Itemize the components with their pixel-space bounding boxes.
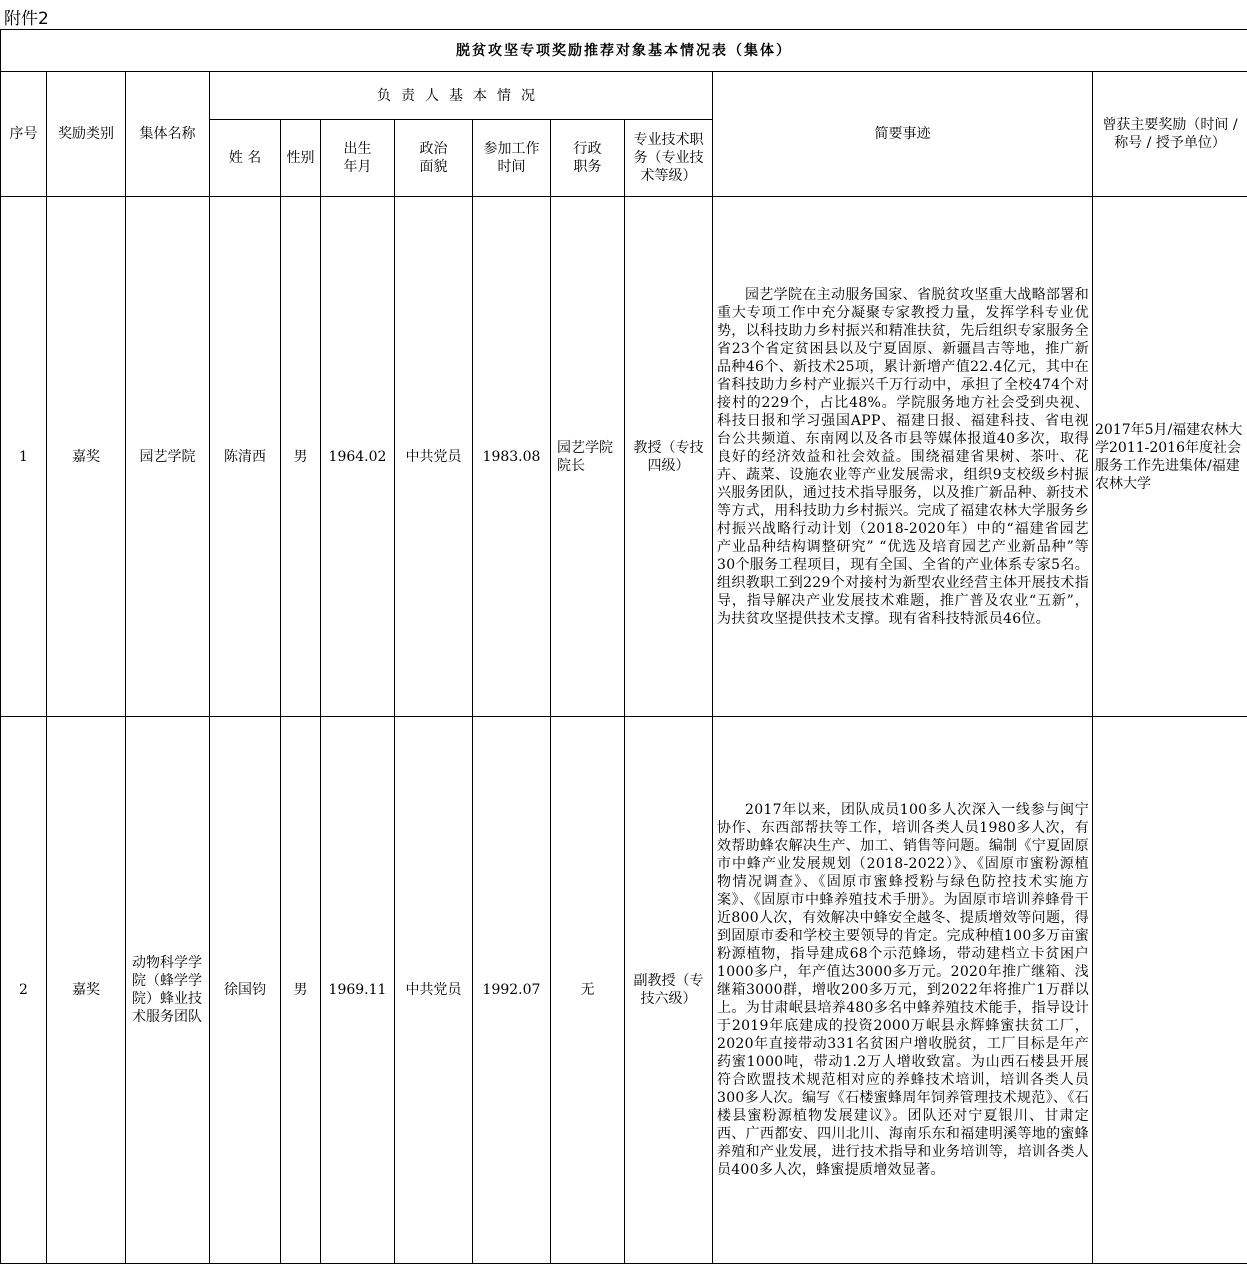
header-work-start: 参加工作时间: [473, 120, 551, 197]
cell-collective-name: 园艺学院: [126, 197, 210, 717]
cell-awards: [1093, 717, 1247, 1264]
header-admin-post: 行政职务: [551, 120, 625, 197]
header-leader-group-label: 负责人基本情况: [377, 88, 545, 104]
cell-work-start: 1992.07: [473, 717, 551, 1264]
header-tech-title: 专业技术职务（专业技术等级）: [625, 120, 713, 197]
cell-summary: [713, 717, 1093, 1264]
cell-seq: 2: [1, 717, 47, 1264]
cell-admin-post: 园艺学院院长: [551, 197, 625, 717]
header-award-type: 奖励类别: [47, 72, 126, 197]
attachment-label: 附件2: [4, 4, 49, 29]
cell-gender: 男: [281, 717, 321, 1264]
cell-collective-name: 动物科学学院（蜂学学院）蜂业技术服务团队: [126, 717, 210, 1264]
cell-admin-post: 无: [551, 717, 625, 1264]
table-title: 脱贫攻坚专项奖励推荐对象基本情况表（集体）: [1, 30, 1247, 72]
cell-tech-title: 副教授（专技六级）: [625, 717, 713, 1264]
cell-name: 陈清西: [210, 197, 281, 717]
cell-summary: [713, 197, 1093, 717]
cell-tech-title: 教授（专技四级）: [625, 197, 713, 717]
header-political: 政治面貌: [395, 120, 473, 197]
summary-text: 2017年以来，团队成员100多人次深入一线参与闽宁协作、东西部帮扶等工作，培训各类人员1980多人次，有效帮助蜂农解决生产、加工、销售等问题。编制《宁夏固原市中蜂产业发展规划（2018-2022）》、《固原市蜜粉源植物情况调查》、《固原市蜜蜂授粉与绿色防控技术实施方案》、《固原市中蜂养殖技术手册》。为固原市培训养蜂骨干近800人次，有效解决中蜂安全越冬、提质增效等问题，得到固原市委和学校主要领导的肯定。完成种植100多万亩蜜粉源植物，指导建成68个示范蜂场，带动建档立卡贫困户1000多户，年产值达3000多万元。2020年推广继箱、浅继箱3000群，增收200多万元，到2022年将推广1万群以上。为甘肃岷县培养480多名中蜂养殖技术能手，指导设计于2019年底建成的投资2000万岷县永辉蜂蜜扶贫工厂，2020年直接带动331名贫困户增收脱贫，工厂目标是年产药蜜1000吨，带动1.2万人增收致富。为山西石楼县开展符合欧盟技术规范相对应的养蜂技术培训，培训各类人员300多人次。编写《石楼蜜蜂周年饲养管理技术规范》、《石楼县蜜粉源植物发展建议》。团队还对宁夏银川、甘肃定西、广西都安、四川北川、海南乐东和福建明溪等地的蜜蜂养殖和产业发展，进行技术指导和业务培训等，培训各类人员400多人次，蜂蜜提质增效显著。: [717, 801, 1089, 1179]
cell-name: 徐国钧: [210, 717, 281, 1264]
cell-political: 中共党员: [395, 197, 473, 717]
cell-political: 中共党员: [395, 717, 473, 1264]
header-seq: 序号: [1, 72, 47, 197]
recommendation-table: [0, 29, 1247, 1264]
cell-gender: 男: [281, 197, 321, 717]
cell-seq: 1: [1, 197, 47, 717]
table-row: [1, 197, 1247, 717]
header-name: 姓 名: [210, 120, 281, 197]
cell-birth: 1964.02: [321, 197, 395, 717]
cell-award-type: 嘉奖: [47, 717, 126, 1264]
cell-work-start: 1983.08: [473, 197, 551, 717]
header-summary: 简要事迹: [713, 72, 1093, 197]
cell-awards: 2017年5月/福建农林大学2011-2016年度社会服务工作先进集体/福建农林大学: [1093, 197, 1247, 717]
cell-birth: 1969.11: [321, 717, 395, 1264]
summary-text: 园艺学院在主动服务国家、省脱贫攻坚重大战略部署和重大专项工作中充分凝聚专家教授力量，发挥学科专业优势，以科技助力乡村振兴和精准扶贫，先后组织专家服务全省23个省定贫困县以及宁夏固原、新疆昌吉等地，推广新品种46个、新技术25项，累计新增产值22.4亿元，其中在省科技助力乡村产业振兴千万行动中，承担了全校474个对接村的229个，占比48%。学院服务地方社会受到央视、科技日报和学习强国APP、福建日报、福建科技、省电视台公共频道、东南网以及各市县等媒体报道40多次，取得良好的经济效益和社会效益。围绕福建省果树、茶叶、花卉、蔬菜、设施农业等产业发展需求，组织9支校级乡村振兴服务团队，通过技术指导服务，以及推广新品种、新技术等方式，用科技助力乡村振兴。完成了福建农林大学服务乡村振兴战略行动计划（2018-2020年）中的“福建省园艺产业品种结构调整研究” “优选及培育园艺产业新品种”等30个服务工程项目，现有全国、全省的产业体系专家5名。组织教职工到229个对接村为新型农业经营主体开展技术指导，指导解决产业发展技术难题，推广普及农业“五新”，为扶贫攻坚提供技术支撑。现有省科技特派员46位。: [717, 286, 1089, 628]
header-leader-group: [210, 72, 713, 120]
cell-award-type: 嘉奖: [47, 197, 126, 717]
header-awards: 曾获主要奖励（时间 / 称号 / 授予单位）: [1093, 72, 1247, 197]
table-row: [1, 717, 1247, 1264]
header-collective-name: 集体名称: [126, 72, 210, 197]
header-birth: 出生年月: [321, 120, 395, 197]
header-gender: 性别: [281, 120, 321, 197]
